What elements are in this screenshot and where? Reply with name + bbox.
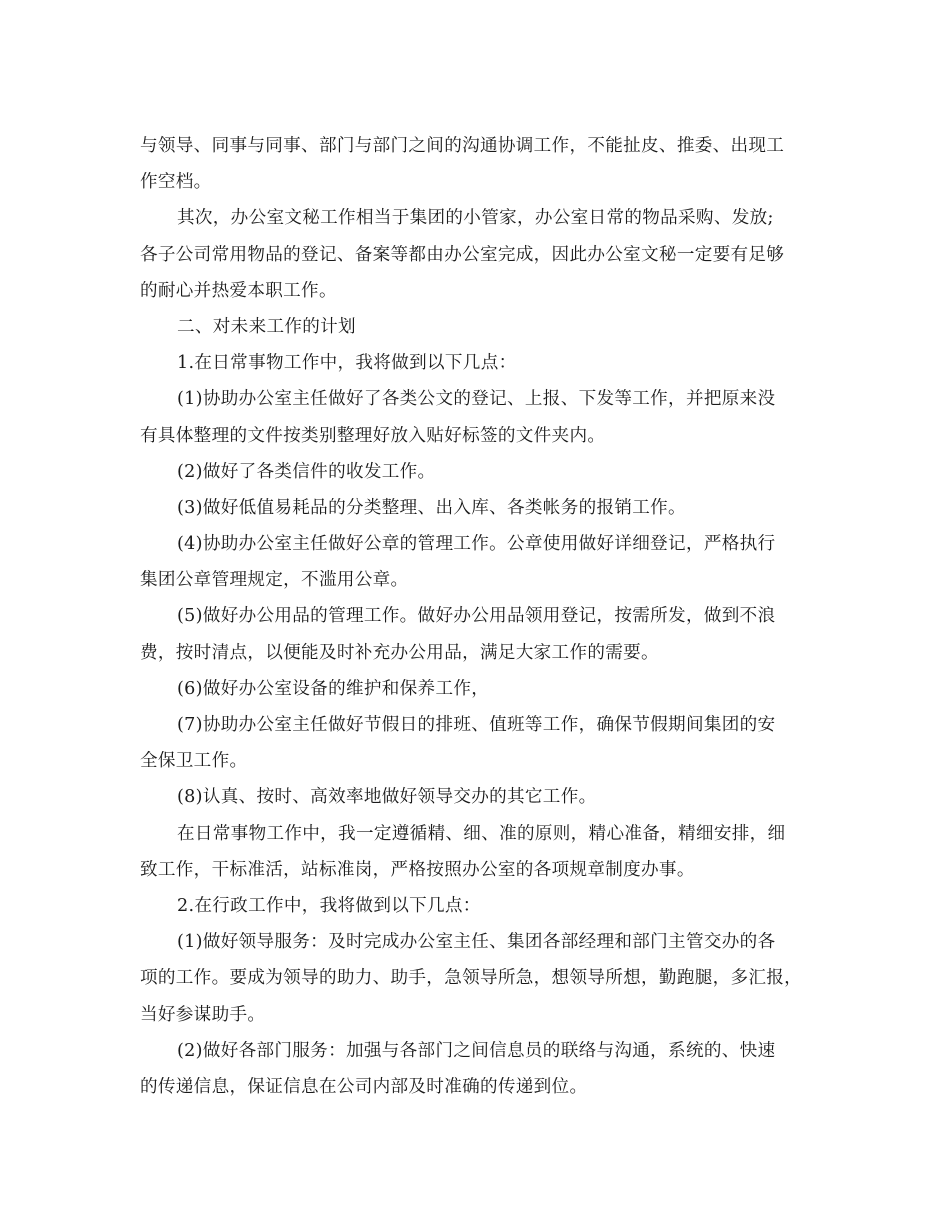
text-line: (1)做好领导服务：及时完成办公室主任、集团各部经理和部门主管交办的各 bbox=[177, 932, 776, 953]
text-line: (6)做好办公室设备的维护和保养工作， bbox=[177, 678, 490, 699]
text-line: (5)做好办公用品的管理工作。做好办公用品领用登记，按需所发，做到不浪 bbox=[177, 606, 776, 627]
text-line: 的传递信息，保证信息在公司内部及时准确的传递到位。 bbox=[140, 1076, 588, 1097]
text-line: 当好参谋助手。 bbox=[140, 1004, 266, 1025]
subsection-heading: 2.在行政工作中，我将做到以下几点： bbox=[177, 895, 481, 916]
text-line: (4)协助办公室主任做好公章的管理工作。公章使用做好详细登记，严格执行 bbox=[177, 534, 776, 555]
subsection-heading: 1.在日常事物工作中，我将做到以下几点： bbox=[177, 353, 517, 374]
text-line: 有具体整理的文件按类别整理好放入贴好标签的文件夹内。 bbox=[140, 425, 606, 446]
text-line: (8)认真、按时、高效率地做好领导交办的其它工作。 bbox=[177, 787, 597, 808]
text-line: (1)协助办公室主任做好了各类公文的登记、上报、下发等工作，并把原来没 bbox=[177, 389, 776, 410]
text-line: (3)做好低值易耗品的分类整理、出入库、各类帐务的报销工作。 bbox=[177, 497, 686, 518]
text-line: 其次，办公室文秘工作相当于集团的小管家，办公室日常的物品采购、发放; bbox=[177, 208, 774, 229]
section-heading: 二、对未来工作的计划 bbox=[177, 316, 356, 337]
text-line: 致工作，干标准活，站标准岗，严格按照办公室的各项规章制度办事。 bbox=[140, 859, 695, 880]
document-body bbox=[140, 128, 820, 1105]
text-line: 与领导、同事与同事、部门与部门之间的沟通协调工作，不能扯皮、推委、出现工 bbox=[140, 136, 785, 156]
text-line: 全保卫工作。 bbox=[140, 751, 248, 772]
text-line: 的耐心并热爱本职工作。 bbox=[140, 280, 337, 301]
text-line: 项的工作。要成为领导的助力、助手，急领导所急，想领导所想，勤跑腿，多汇报， bbox=[140, 968, 803, 989]
text-line: 各子公司常用物品的登记、备案等都由办公室完成，因此办公室文秘一定要有足够 bbox=[140, 244, 785, 265]
text-line: 集团公章管理规定，不滥用公章。 bbox=[140, 570, 409, 591]
text-line: 作空档。 bbox=[140, 172, 212, 193]
text-line: (2)做好各部门服务：加强与各部门之间信息员的联络与沟通，系统的、快速 bbox=[177, 1040, 776, 1061]
text-line: 在日常事物工作中，我一定遵循精、细、准的原则，精心准备，精细安排，细 bbox=[177, 823, 786, 844]
text-line: (7)协助办公室主任做好节假日的排班、值班等工作，确保节假期间集团的安 bbox=[177, 715, 776, 735]
text-line: 费，按时清点，以便能及时补充办公用品，满足大家工作的需要。 bbox=[140, 642, 659, 663]
text-line: (2)做好了各类信件的收发工作。 bbox=[177, 461, 436, 482]
